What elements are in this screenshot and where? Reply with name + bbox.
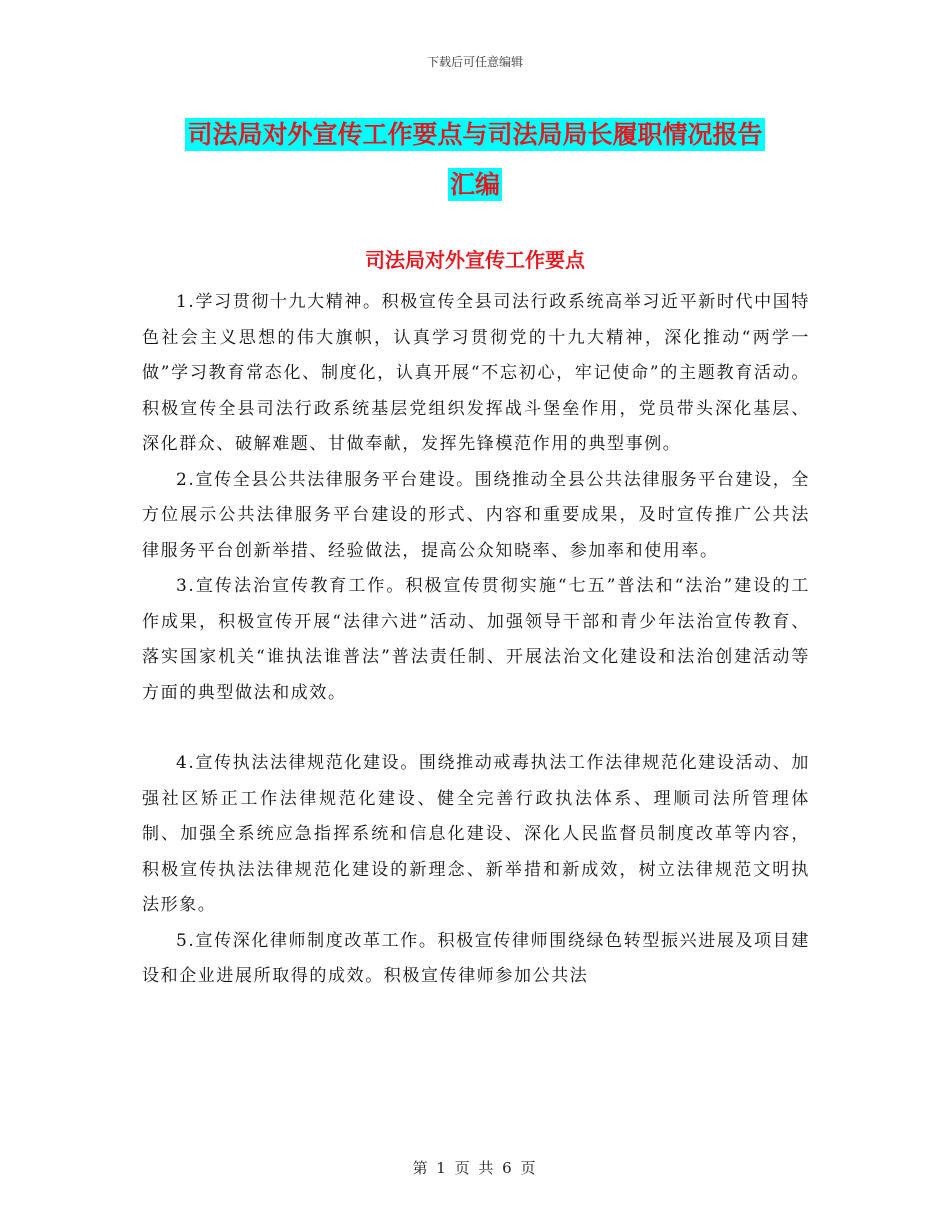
document-title-line-1: 司法局对外宣传工作要点与司法局局长履职情况报告 [187,120,763,149]
paragraph-3: 3.宣传法治宣传教育工作。积极宣传贯彻实施“七五”普法和“法治”建设的工作成果，积极宣传开展“法律六进”活动、加强领导干部和青少年法治宣传教育、落实国家机关“谁执法谁普法”普法责任制、开展法治文化建设和法治创建活动等方面的典型做法和成效。 [142,576,810,703]
paragraph-5: 5.宣传深化律师制度改革工作。积极宣传律师围绕绿色转型振兴进展及项目建设和企业进展所取得的成效。积极宣传律师参加公共法 [142,930,810,986]
paragraph-2: 2.宣传全县公共法律服务平台建设。围绕推动全县公共法律服务平台建设，全方位展示公共法律服务平台建设的形式、内容和重要成果，及时宣传推广公共法律服务平台创新举措、经验做法，提高公众知晓率、参加率和使用率。 [142,469,810,561]
paragraph-1: 1.学习贯彻十九大精神。积极宣传全县司法行政系统高举习近平新时代中国特色社会主义思想的伟大旗帜，认真学习贯彻党的十九大精神，深化推动“两学一做”学习教育常态化、制度化，认真开展“不忘初心，牢记使命”的主题教育活动。积极宣传全县司法行政系统基层党组织发挥战斗堡垒作用，党员带头深化基层、深化群众、破解难题、甘做奉献，发挥先锋模范作用的典型事例。 [142,292,810,454]
section-title: 司法局对外宣传工作要点 [365,248,585,272]
document-title [140,110,810,210]
document-body [142,285,810,995]
document-title-line-2: 汇编 [449,170,500,199]
header-note: 下载后可任意编辑 [426,55,523,69]
paragraph-4: 4.宣传执法法律规范化建设。围绕推动戒毒执法工作法律规范化建设活动、加强社区矫正工作法律规范化建设、健全完善行政执法体系、理顺司法所管理体制、加强全系统应急指挥系统和信息化建设、深化人民监督员制度改革等内容，积极宣传执法法律规范化建设的新理念、新举措和新成效，树立法律规范文明执法形象。 [142,753,810,915]
page-footer: 第 1 页 共 6 页 [412,1159,538,1177]
